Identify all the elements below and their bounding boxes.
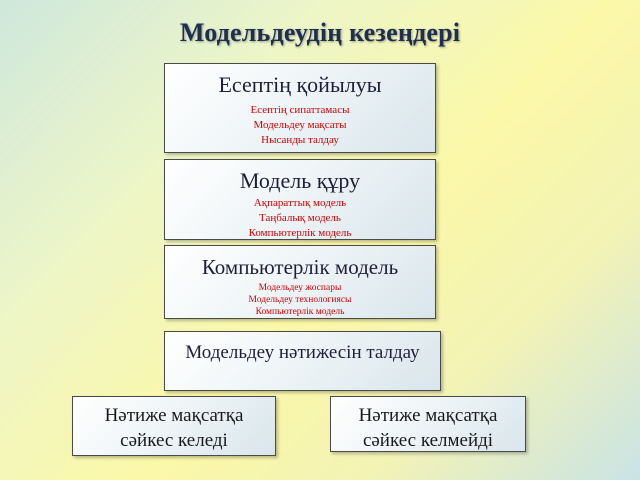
stage-item: Есептің сипаттамасы [250,104,350,116]
stage-item: Ақпараттық модель [253,197,347,209]
outcome-line: сәйкес келеді [120,430,228,451]
stage-computer-model [164,245,436,319]
outcome-line: Нәтиже мақсатқа [358,405,498,426]
page-title: Модельдеудің кезеңдері [179,18,461,47]
stage-item: Модельдеу жоспары [258,283,342,293]
stage-item: Компьютерлік модель [248,227,352,239]
stage-heading: Компьютерлік модель [201,255,399,279]
stage-item: Модельдеу мақсаты [253,119,347,131]
stage-heading: Есептің қойылуы [218,72,382,97]
stage-problem-statement [164,63,436,153]
stage-model-building [164,159,436,240]
stage-result-analysis [164,331,441,391]
outcome-does-not-match-goal [330,396,526,452]
stage-item: Таңбалық модель [259,212,341,224]
stage-item: Модельдеу технологиясы [248,295,352,305]
outcome-line: Нәтиже мақсатқа [104,405,244,426]
stage-item: Нысанды талдау [261,134,339,146]
outcome-matches-goal [72,396,276,456]
stage-item: Компьютерлік модель [255,307,345,317]
stage-heading: Модельдеу нәтижесін талдау [185,342,420,363]
outcome-line: сәйкес келмейді [362,430,494,451]
stage-heading: Модель құру [239,168,361,193]
